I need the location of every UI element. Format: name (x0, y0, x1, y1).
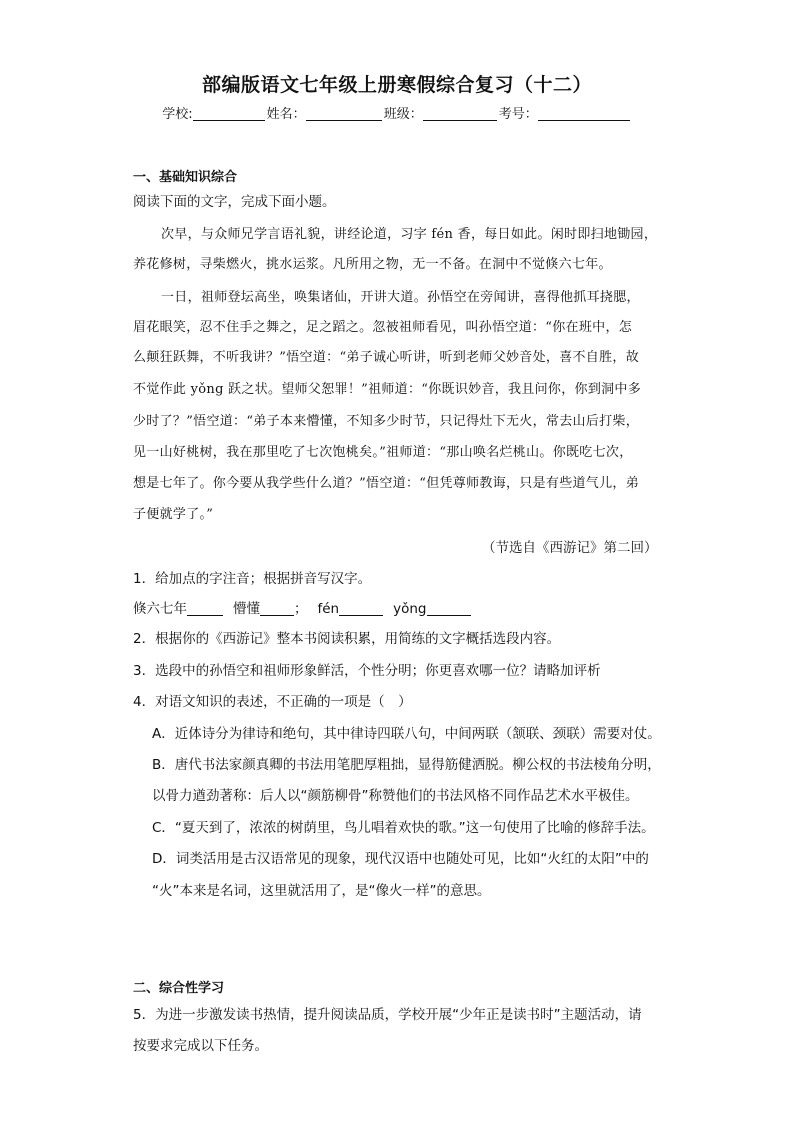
passage-line: 不觉作此 yǒng 跃之状。望师父恕罪！”祖师道：“你既识妙音，我且问你，你到洞中多 (133, 382, 642, 397)
option-b: B．唐代书法家颜真卿的书法用笔肥厚粗拙，显得筋健洒脱。柳公权的书法棱角分明， (152, 757, 661, 773)
class-field[interactable] (423, 106, 497, 121)
page-title: 部编版语文七年级上册寒假综合复习（十二） (201, 74, 592, 96)
passage-line: 子便就学了。” (133, 507, 214, 522)
question-4: 4．对语文知识的表述，不正确的一项是（ ） (133, 694, 412, 710)
fill-item-1: 倏六七年 (133, 601, 187, 617)
passage-line: 次早，与众师兄学言语礼貌，讲经论道，习字 fén 香，每日如此。闲时即扫地锄园， (161, 227, 658, 242)
school-field[interactable] (193, 106, 265, 121)
option-d-continued: “火”本来是名词，这里就活用了，是“像火一样”的意思。 (152, 883, 491, 899)
school-label: 学校: (162, 107, 193, 122)
answer-blank[interactable] (339, 601, 383, 616)
class-label: 班级： (383, 107, 423, 122)
name-label: 姓名： (266, 107, 306, 122)
passage-source: （节选自《西游记》第二回） (482, 540, 658, 556)
question-1: 1．给加点的字注音；根据拼音写汉字。 (133, 571, 372, 587)
passage-line: 眉花眼笑，忍不住手之舞之，足之蹈之。忽被祖师看见，叫孙悟空道：“你在班中，怎 (133, 320, 633, 335)
answer-blank[interactable] (260, 601, 294, 616)
passage-line: 么颠狂跃舞，不听我讲？”悟空道：“弟子诚心听讲，听到老师父妙音处，喜不自胜，故 (133, 350, 639, 365)
question-3: 3．选段中的孙悟空和祖师形象鲜活，个性分明；你更喜欢哪一位？请略加评析 (133, 663, 601, 679)
student-info-line (0, 103, 794, 122)
passage-line: 见一山好桃树，我在那里吃了七次饱桃矣。”祖师道：“那山唤名烂桃山。你既吃七次， (133, 445, 633, 460)
question-1-fill-line (133, 597, 471, 617)
fill-item-3: fén (317, 601, 340, 617)
passage-line: 想是七年了。你今要从我学些什么道？”悟空道：“但凭尊师教诲，只是有些道气儿，弟 (133, 476, 639, 491)
number-field[interactable] (538, 106, 630, 121)
answer-blank[interactable] (187, 601, 223, 616)
fill-item-4: yǒng (393, 601, 427, 617)
passage-line: 少时了？”悟空道：“弟子本来懵懂，不知多少时节，只记得灶下无火，常去山后打柴， (133, 414, 639, 429)
question-5: 5．为进一步激发读书热情，提升阅读品质，学校开展“少年正是读书时”主题活动，请 (133, 1007, 642, 1023)
option-d: D．词类活用是古汉语常见的现象，现代汉语中也随处可见，比如“火红的太阳”中的 (152, 851, 649, 867)
name-field[interactable] (306, 106, 382, 121)
fill-separator: ； (294, 601, 308, 617)
section-heading-comprehensive: 二、综合性学习 (133, 981, 225, 996)
number-label: 考号： (498, 107, 538, 122)
question-5-continued: 按要求完成以下任务。 (133, 1038, 268, 1054)
section-heading-basics: 一、基础知识综合 (133, 170, 238, 185)
question-2: 2．根据你的《西游记》整本书阅读积累，用简练的文字概括选段内容。 (133, 631, 561, 647)
passage-line: 一日，祖师登坛高坐，唤集诸仙，开讲大道。孙悟空在旁闻讲，喜得他抓耳挠腮， (161, 290, 640, 305)
option-b-continued: 以骨力遒劲著称：后人以“颜筋柳骨”称赞他们的书法风格不同作品艺术水平极佳。 (152, 788, 639, 804)
option-c: C．“夏天到了，浓浓的树荫里，鸟儿唱着欢快的歌。”这一句使用了比喻的修辞手法。 (152, 820, 655, 836)
passage-line: 养花修树，寻柴燃火，挑水运浆。凡所用之物，无一不备。在洞中不觉倏六七年。 (133, 257, 612, 272)
option-a: A．近体诗分为律诗和绝句，其中律诗四联八句，中间两联（颔联、颈联）需要对仗。 (152, 726, 661, 742)
answer-blank[interactable] (427, 601, 471, 616)
fill-item-2: 懵懂 (233, 601, 260, 617)
reading-intro: 阅读下面的文字，完成下面小题。 (133, 194, 336, 210)
